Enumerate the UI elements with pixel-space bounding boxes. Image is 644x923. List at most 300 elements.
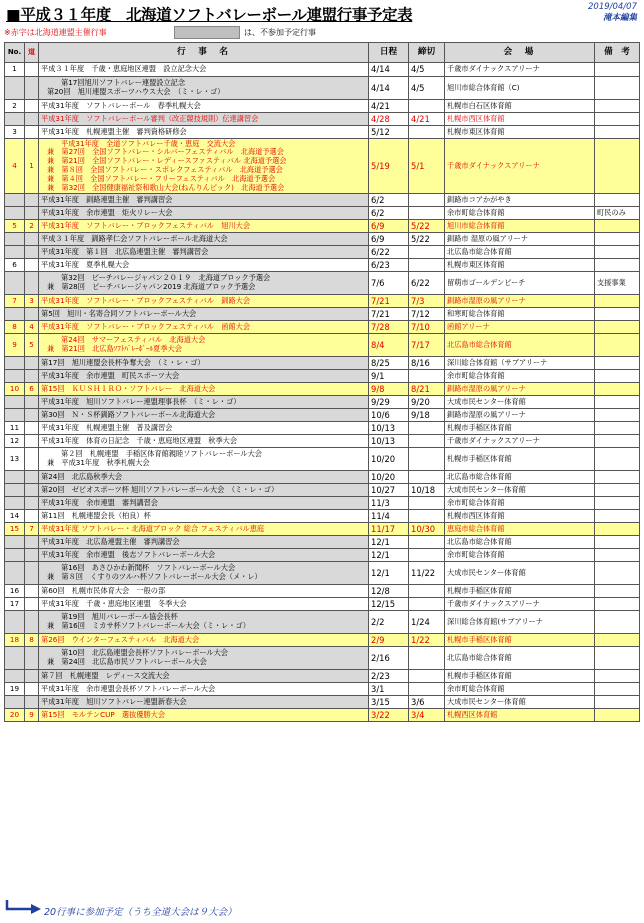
row-date: 2/9 [369,634,409,647]
row-deadline: 1/22 [409,634,445,647]
row-note [595,233,640,246]
event-line: 平成31年度 ソフトバレーボール審判（改正競技規則）伝達講習会 [41,113,259,123]
row-venue: 大成市民センター体育館 [445,484,595,497]
row-deadline [409,435,445,448]
header-date: 日程 [369,43,409,63]
event-line: 第30回 Ｎ・Ｓ杯釧路ソフトバレーボール北海道大会 [41,409,216,419]
row-deadline: 11/22 [409,562,445,585]
table-row [5,409,640,422]
row-number [5,670,25,683]
row-number: 8 [5,321,25,334]
row-venue: 札幌市西区体育館 [445,510,595,523]
row-date: 4/14 [369,63,409,77]
row-event-name [39,536,369,549]
event-line: 兼 第４回 全国ソフトバレー・フリーフェスティバル 北海道予選会 [47,173,276,183]
event-line: 平成31年度 余市連盟 後志ソフトバレーボール大会 [41,549,216,559]
table-row [5,523,640,536]
row-deadline [409,370,445,383]
row-note [595,63,640,77]
arrow-right-icon [4,899,44,915]
row-deadline [409,670,445,683]
row-number [5,497,25,510]
row-championship-number [25,357,39,370]
row-venue: 釧路市 湿原の風アリーナ [445,233,595,246]
row-deadline [409,510,445,523]
row-note [595,246,640,259]
row-event-name [39,510,369,523]
row-number: 19 [5,683,25,696]
row-venue: 札幌市白石区体育館 [445,100,595,113]
row-event-name [39,422,369,435]
table-row [5,598,640,611]
event-line: 第17回 旭川連盟会長杯争奪大会 （ミ・レ・ゴ） [41,357,205,367]
event-line: 兼 第24回 北広島市民ソフトバレーボール大会 [47,657,207,666]
row-event-name [39,683,369,696]
row-date: 8/25 [369,357,409,370]
event-line: 兼 第８回 全国ソフトバレー・スポレクフェスティバル 北海道予選会 [47,165,283,174]
event-line: 兼 第16回 ミカサ杯ソフトバレーボール大会（ミ・レ・ゴ） [47,621,250,630]
event-line: 第60回 札幌市民体育大会 一般の部 [41,585,166,595]
header-note: 備 考 [595,43,640,63]
row-venue: 札幌市手稲区体育館 [445,422,595,435]
table-row [5,272,640,295]
table-row [5,63,640,77]
row-venue: 札幌市手稲区体育館 [445,670,595,683]
row-championship-number [25,510,39,523]
row-event-name [39,139,369,194]
table-row [5,126,640,139]
row-venue: 札幌市東区体育館 [445,259,595,272]
row-date: 2/23 [369,670,409,683]
row-championship-number [25,63,39,77]
row-deadline [409,549,445,562]
row-venue: 北広島市総合体育館 [445,536,595,549]
event-line: 平成31年度 余市連盟会長杯ソフトバレーボール大会 [41,683,216,693]
row-number: 2 [5,100,25,113]
table-row [5,435,640,448]
schedule-table [4,42,640,722]
row-event-name [39,321,369,334]
header-event: 行 事 名 [39,43,369,63]
row-venue: 札幌市手稲区体育館 [445,634,595,647]
row-championship-number [25,194,39,207]
event-line: 平成31年度 余市連盟 炬火リレー大会 [41,207,173,217]
row-championship-number: 1 [25,139,39,194]
event-line: 第17回旭川ソフトバレー連盟設立記念 [61,78,186,88]
page-title: ■平成３１年度 北海道ソフトバレーボール連盟行事予定表 [6,6,413,24]
row-date: 10/20 [369,471,409,484]
row-note [595,409,640,422]
row-number: 20 [5,709,25,722]
row-deadline: 7/10 [409,321,445,334]
row-venue: 留萌市ゴールデンビーチ [445,272,595,295]
row-championship-number [25,647,39,670]
event-line: 第26回 ウインターフェスティバル 北海道大会 [41,634,200,644]
row-venue: 千歳市ダイナックスアリーナ [445,435,595,448]
row-note [595,523,640,536]
event-line: 平成31年度 ソフトバレー・北海道ブロック 総合 フェスティバル恵庭 [41,523,265,533]
row-number: 12 [5,435,25,448]
header-deadline: 締切 [409,43,445,63]
row-venue: 釧路市コアかがやき [445,194,595,207]
row-deadline: 7/3 [409,295,445,308]
row-deadline: 5/22 [409,233,445,246]
row-date: 11/17 [369,523,409,536]
edit-date: 2019/04/07 [588,2,637,12]
event-line: 兼 第32回 全国健康福祉祭和歌山大会(ねんりんピック) 北海道予選会 [47,182,285,192]
row-deadline: 8/21 [409,383,445,396]
author: 滝本編集 [602,13,637,23]
row-championship-number [25,396,39,409]
row-number [5,357,25,370]
row-date: 3/22 [369,709,409,722]
row-championship-number: 8 [25,634,39,647]
date-block [588,2,637,24]
row-event-name [39,126,369,139]
row-venue: 深川総合体育館（サブアリーナ [445,357,595,370]
row-event-name [39,523,369,536]
row-number [5,396,25,409]
event-line: 第７回 札幌連盟 レディース交流大会 [41,670,170,680]
row-note [595,497,640,510]
row-championship-number [25,370,39,383]
row-deadline: 1/24 [409,611,445,634]
row-venue: 札幌西区体育館 [445,709,595,722]
row-deadline [409,422,445,435]
row-championship-number [25,497,39,510]
row-date: 11/3 [369,497,409,510]
table-row [5,357,640,370]
row-event-name [39,497,369,510]
row-number [5,194,25,207]
row-event-name [39,562,369,585]
row-venue: 釧路市湿原の風アリーナ [445,295,595,308]
row-venue: 旭川市総合体育館 [445,220,595,233]
row-deadline [409,585,445,598]
table-row [5,207,640,220]
row-number: 10 [5,383,25,396]
row-number [5,370,25,383]
row-championship-number [25,448,39,471]
table-row [5,422,640,435]
event-line: 平成31年度 釧路連盟主催 審判講習会 [41,194,173,204]
event-line: 第5回 旭川・名寄合同ソフトバレーボール大会 [41,308,197,318]
row-date: 10/27 [369,484,409,497]
table-row [5,683,640,696]
row-event-name [39,334,369,357]
row-championship-number [25,611,39,634]
row-event-name [39,448,369,471]
row-venue: 北広島市総合体育館 [445,334,595,357]
row-event-name [39,634,369,647]
row-deadline [409,100,445,113]
row-number [5,549,25,562]
row-date: 7/28 [369,321,409,334]
row-number: 17 [5,598,25,611]
row-date: 9/1 [369,370,409,383]
row-number: 7 [5,295,25,308]
table-row [5,113,640,126]
row-venue: 余市町総合体育館 [445,549,595,562]
event-line: 平成31年度 ソフトバレー・ブロックフェスティバル 旭川大会 [41,220,251,230]
event-line: 平成31年度 余市連盟 審判講習会 [41,497,158,507]
row-championship-number [25,207,39,220]
row-deadline: 5/22 [409,220,445,233]
event-line: 平成31年度 千歳・恵庭地区連盟 冬季大会 [41,598,187,608]
row-championship-number [25,308,39,321]
row-deadline [409,647,445,670]
row-event-name [39,259,369,272]
row-date: 4/21 [369,100,409,113]
row-date: 9/8 [369,383,409,396]
event-line: 第15回 モルテンCUP 選抜優勝大会 [41,709,166,719]
row-number [5,536,25,549]
row-event-name [39,370,369,383]
row-championship-number: 9 [25,709,39,722]
row-number [5,233,25,246]
row-championship-number [25,233,39,246]
row-deadline [409,598,445,611]
row-venue: 大成市民センター体育館 [445,696,595,709]
row-venue: 和寒町総合体育館 [445,308,595,321]
row-venue: 大成市民センター体育館 [445,396,595,409]
event-line: 第16回 あさひかわ新聞杯 ソフトバレーボール大会 [61,563,236,573]
row-championship-number [25,435,39,448]
row-venue: 千歳市ダイナックスアリーナ [445,63,595,77]
row-deadline: 6/22 [409,272,445,295]
table-body [5,63,640,722]
row-number [5,409,25,422]
row-number: 13 [5,448,25,471]
row-note [595,670,640,683]
row-deadline: 10/18 [409,484,445,497]
row-championship-number [25,484,39,497]
row-note [595,100,640,113]
row-note [595,139,640,194]
row-date: 12/15 [369,598,409,611]
table-row [5,634,640,647]
row-date: 12/1 [369,549,409,562]
row-venue: 札幌市手稲区体育館 [445,585,595,598]
table-row [5,536,640,549]
row-deadline: 7/12 [409,308,445,321]
event-line: 第24回 北広島秋季大会 [41,471,123,481]
row-number: 6 [5,259,25,272]
row-deadline: 9/18 [409,409,445,422]
row-note [595,370,640,383]
row-event-name [39,435,369,448]
row-date: 11/4 [369,510,409,523]
row-event-name [39,549,369,562]
legend-red-note: ※赤字は北海道連盟主催行事 [4,28,107,37]
row-venue: 北広島市総合体育館 [445,471,595,484]
row-note [595,126,640,139]
table-row [5,562,640,585]
event-line: 平成31年度 札幌連盟主催 普及講習会 [41,422,173,432]
row-note [595,683,640,696]
table-row [5,585,640,598]
table-row [5,696,640,709]
table-row [5,611,640,634]
row-date: 8/4 [369,334,409,357]
table-row [5,220,640,233]
table-row [5,139,640,194]
row-number [5,113,25,126]
row-note [595,334,640,357]
event-line: 第15回 ＫＵＳＨＩＲＯ・ソフトバレー 北海道大会 [41,383,216,393]
row-venue: 釧路市湿原の風アリーナ [445,409,595,422]
event-line: 第24回 サマーフェスティバル 北海道大会 [61,335,206,345]
row-note [595,383,640,396]
table-row [5,383,640,396]
row-date: 6/9 [369,220,409,233]
event-line: 第20回 ゼビオスポーツ杯 旭川ソフトバレーボール大会 （ミ・レ・ゴ） [41,484,279,494]
row-note [595,422,640,435]
event-line: 平成31年度 ソフトバレー・ブロックフェスティバル 釧路大会 [41,295,251,305]
event-line: 第20回 旭川連盟スポーツハウス大会 （ミ・レ・ゴ） [47,87,225,96]
row-deadline [409,448,445,471]
row-note [595,77,640,100]
row-date: 2/16 [369,647,409,670]
event-line: 平成31年度 北広島連盟主催 審判講習会 [41,536,180,546]
row-championship-number [25,549,39,562]
row-event-name [39,598,369,611]
event-line: 平成31年度 ソフトバレーボール 春季札幌大会 [41,100,201,110]
legend-gray-swatch [174,26,240,39]
row-deadline [409,126,445,139]
row-note [595,696,640,709]
header-championship: 道 [25,43,39,63]
row-championship-number [25,536,39,549]
row-venue: 千歳市ダイナックスアリーナ [445,598,595,611]
row-date: 5/12 [369,126,409,139]
row-note [595,308,640,321]
row-note [595,549,640,562]
row-note: 支援事業 [595,272,640,295]
row-note [595,598,640,611]
row-venue: 余市町総合体育館 [445,497,595,510]
row-championship-number: 7 [25,523,39,536]
row-venue: 余市町総合体育館 [445,370,595,383]
row-championship-number [25,126,39,139]
row-venue: 北広島市総合体育館 [445,647,595,670]
row-date: 3/15 [369,696,409,709]
row-event-name [39,220,369,233]
row-event-name [39,63,369,77]
row-number: 9 [5,334,25,357]
row-championship-number [25,422,39,435]
row-championship-number: 2 [25,220,39,233]
row-date: 10/13 [369,435,409,448]
row-deadline [409,536,445,549]
row-note [595,562,640,585]
header-venue: 会 場 [445,43,595,63]
row-event-name [39,709,369,722]
row-event-name [39,647,369,670]
row-event-name [39,207,369,220]
row-date: 4/28 [369,113,409,126]
row-championship-number [25,471,39,484]
row-venue: 北広島市総合体育館 [445,246,595,259]
table-row [5,259,640,272]
row-deadline: 10/30 [409,523,445,536]
row-deadline: 9/20 [409,396,445,409]
event-line: 第10回 北広島連盟会長杯ソフトバレーボール大会 [61,648,228,658]
row-deadline: 7/17 [409,334,445,357]
row-venue: 大成市民センター体育館 [445,562,595,585]
row-note [595,435,640,448]
row-event-name [39,670,369,683]
table-row [5,77,640,100]
row-number [5,484,25,497]
row-venue: 恵庭市総合体育館 [445,523,595,536]
row-championship-number [25,100,39,113]
table-row [5,647,640,670]
table-row [5,295,640,308]
row-date: 7/6 [369,272,409,295]
header-no: No. [5,43,25,63]
row-deadline [409,471,445,484]
row-championship-number [25,259,39,272]
row-event-name [39,357,369,370]
table-row [5,233,640,246]
row-number [5,207,25,220]
table-row [5,510,640,523]
row-number [5,611,25,634]
row-date: 7/21 [369,308,409,321]
event-line: 平成31年度 夏季札幌大会 [41,259,130,269]
table-row [5,246,640,259]
row-note: 町民のみ [595,207,640,220]
row-date: 7/21 [369,295,409,308]
row-note [595,634,640,647]
table-row [5,321,640,334]
event-line: 兼 第８回 くすりのツルハ杯ソフトバレーボール大会（メ・レ） [47,572,262,581]
row-number: 16 [5,585,25,598]
row-number [5,696,25,709]
row-championship-number: 3 [25,295,39,308]
row-number [5,272,25,295]
table-row [5,370,640,383]
event-line: 兼 第21回 全国ソフトバレー・レディースファスティバル 北海道予選会 [47,156,287,166]
row-note [595,471,640,484]
row-number: 14 [5,510,25,523]
row-date: 5/19 [369,139,409,194]
row-note [595,585,640,598]
row-championship-number [25,246,39,259]
row-venue: 札幌市手稲区体育館 [445,448,595,471]
row-deadline: 4/5 [409,63,445,77]
row-note [595,647,640,670]
row-venue: 函館アリーナ [445,321,595,334]
row-deadline: 8/16 [409,357,445,370]
table-row [5,334,640,357]
row-date: 2/2 [369,611,409,634]
table-row [5,396,640,409]
row-note [595,396,640,409]
row-date: 6/22 [369,246,409,259]
row-event-name [39,585,369,598]
row-number: 1 [5,63,25,77]
row-deadline [409,259,445,272]
event-line: 平成31年度 旭川ソフトバレー連盟理事長杯 （ミ・レ・ゴ） [41,396,241,406]
row-deadline [409,246,445,259]
row-number: 15 [5,523,25,536]
event-line: 平成31年度 全道ソフトバレー千歳・恵庭 交流大会 [61,138,236,148]
row-deadline [409,497,445,510]
row-championship-number: 6 [25,383,39,396]
table-row [5,308,640,321]
